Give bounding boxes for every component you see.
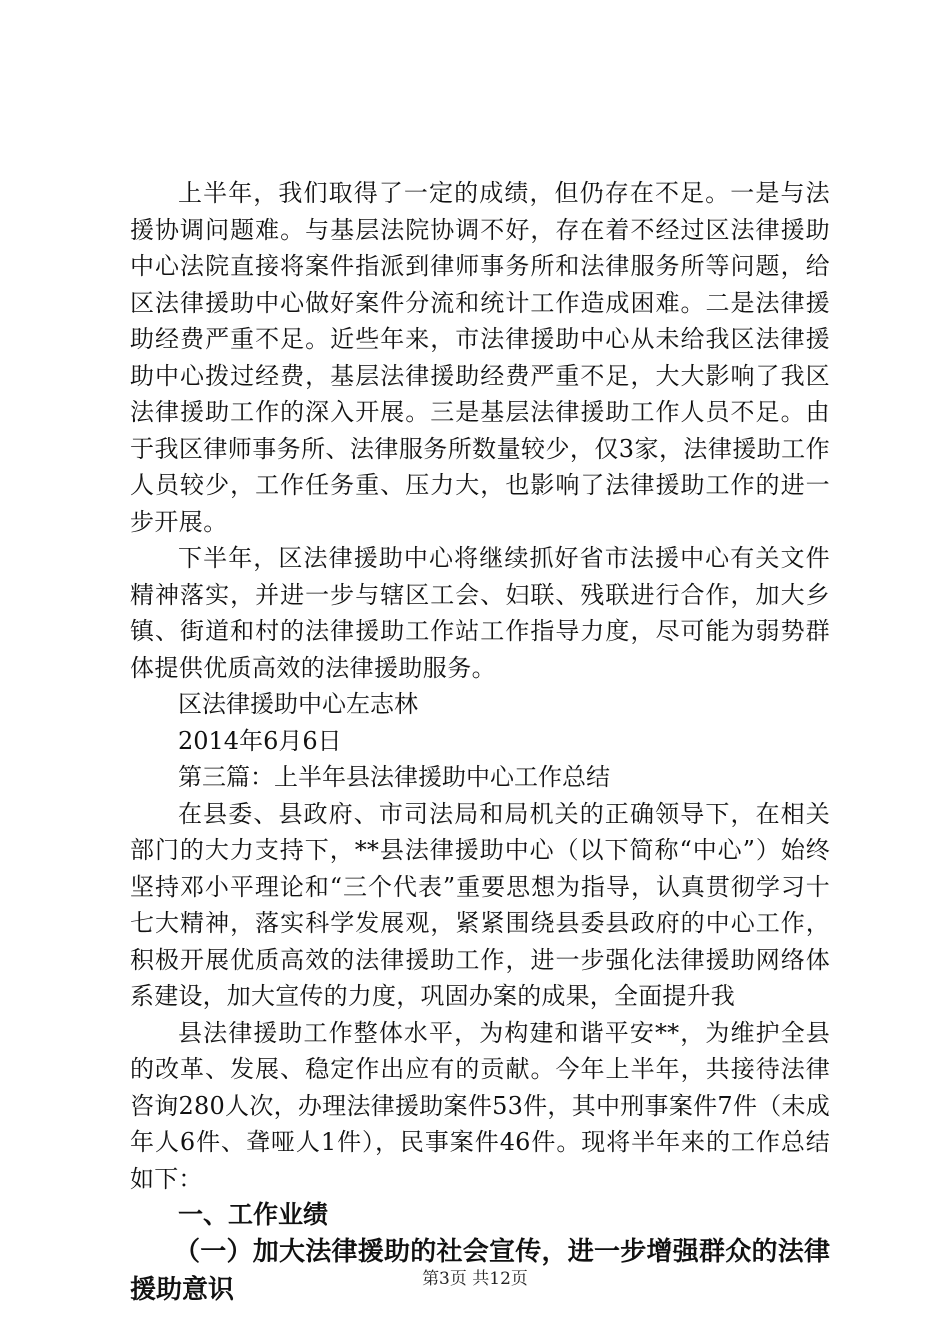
document-body [130, 175, 830, 1309]
paragraph-second-half-plan: 下半年，区法律援助中心将继续抓好省市法援中心有关文件精神落实，并进一步与辖区工会、妇联、残联进行合作，加大乡镇、街道和村的法律援助工作站工作指导力度，尽可能为弱势群体提供优质高效的法律援助服务。 [130, 544, 830, 682]
paragraph-shortcomings: 上半年，我们取得了一定的成绩，但仍存在不足。一是与法援协调问题难。与基层法院协调不好，存在着不经过区法律援助中心法院直接将案件指派到律师事务所和法律服务所等问题，给区法律援助中心做好案件分流和统计工作造成困难。二是法律援助经费严重不足。近些年来，市法律援助中心从未给我区法律援助中心拨过经费，基层法律援助经费严重不足，大大影响了我区法律援助工作的深入开展。三是基层法律援助工作人员不足。由于我区律师事务所、法律服务所数量较少，仅3家，法律援助工作人员较少，工作任务重、压力大，也影响了法律援助工作的进一步开展。 [130, 179, 830, 536]
signature: 区法律援助中心左志林 [178, 690, 418, 718]
paragraph-intro-continued: 县法律援助工作整体水平，为构建和谐平安**，为维护全县的改革、发展、稳定作出应有的贡献。今年上半年，共接待法律咨询280人次，办理法律援助案件53件，其中刑事案件7件（未成年人6件、聋哑人1件），民事案件46件。现将半年来的工作总结如下： [130, 1018, 830, 1193]
paragraph-intro: 在县委、县政府、市司法局和局机关的正确领导下，在相关部门的大力支持下，**县法律援助中心（以下简称“中心”）始终坚持邓小平理论和“三个代表”重要思想为指导，认真贯彻学习十七大精神，落实科学发展观，紧紧围绕县委县政府的中心工作，积极开展优质高效的法律援助工作，进一步强化法律援助网络体系建设，加大宣传的力度，巩固办案的成果，全面提升我 [130, 799, 830, 1010]
section-title: 第三篇：上半年县法律援助中心工作总结 [178, 763, 610, 791]
subheading-publicity: （一）加大法律援助的社会宣传，进一步增强群众的法律援助意识 [130, 1237, 830, 1305]
date: 2014年6月6日 [178, 726, 342, 755]
heading-work-achievements: 一、工作业绩 [178, 1200, 329, 1229]
page-number-footer: 第3页 共12页 [422, 1269, 528, 1289]
